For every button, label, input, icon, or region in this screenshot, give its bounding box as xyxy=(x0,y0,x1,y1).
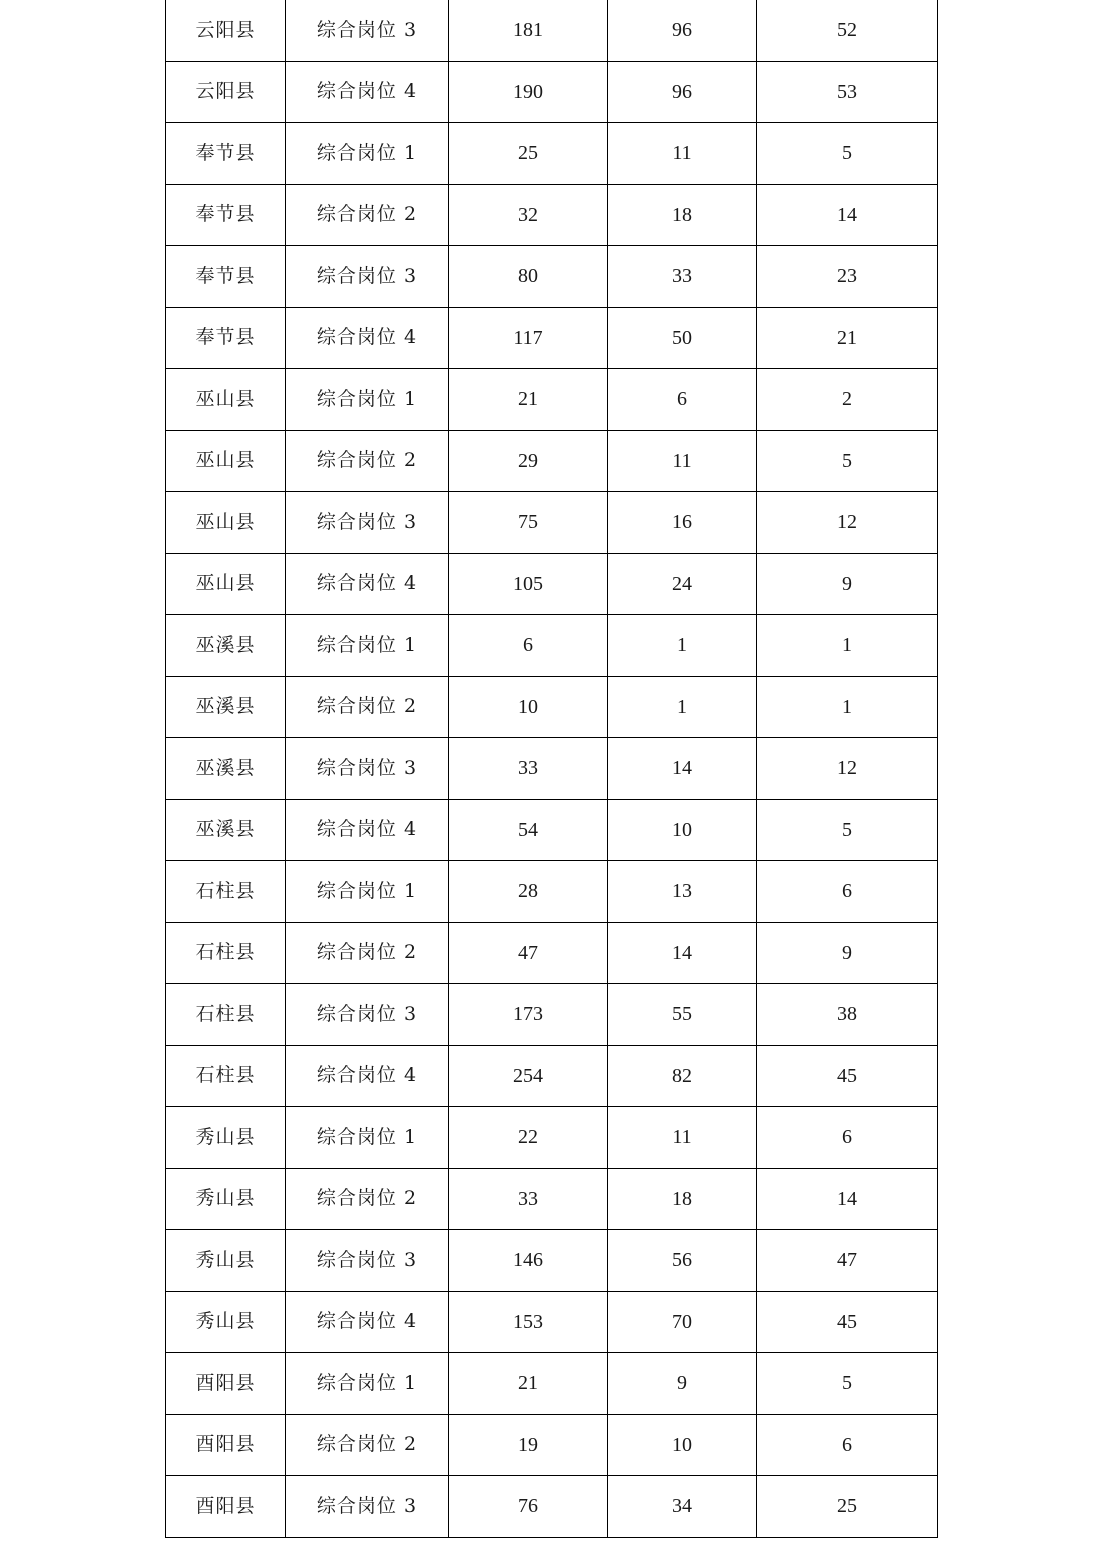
table-row xyxy=(166,61,938,123)
value-cell-4: 10 xyxy=(608,799,757,861)
value-cell-5: 9 xyxy=(757,553,938,615)
post-cell: 综合岗位 4 xyxy=(286,307,449,369)
post-cell: 综合岗位 4 xyxy=(286,61,449,123)
post-cell: 综合岗位 2 xyxy=(286,430,449,492)
table-row xyxy=(166,861,938,923)
county-cell: 巫溪县 xyxy=(166,799,286,861)
value-cell-3: 254 xyxy=(449,1045,608,1107)
value-cell-4: 10 xyxy=(608,1414,757,1476)
value-cell-5: 25 xyxy=(757,1476,938,1538)
county-cell: 奉节县 xyxy=(166,246,286,308)
value-cell-5: 14 xyxy=(757,184,938,246)
value-cell-3: 29 xyxy=(449,430,608,492)
county-cell: 酉阳县 xyxy=(166,1476,286,1538)
value-cell-3: 117 xyxy=(449,307,608,369)
data-table xyxy=(165,0,938,1538)
post-cell: 综合岗位 4 xyxy=(286,799,449,861)
post-cell: 综合岗位 4 xyxy=(286,1045,449,1107)
post-cell: 综合岗位 3 xyxy=(286,0,449,61)
table-row xyxy=(166,553,938,615)
county-cell: 石柱县 xyxy=(166,1045,286,1107)
table-row xyxy=(166,922,938,984)
county-cell: 奉节县 xyxy=(166,123,286,185)
value-cell-5: 12 xyxy=(757,492,938,554)
value-cell-3: 25 xyxy=(449,123,608,185)
value-cell-4: 11 xyxy=(608,123,757,185)
value-cell-3: 54 xyxy=(449,799,608,861)
post-cell: 综合岗位 1 xyxy=(286,123,449,185)
value-cell-3: 32 xyxy=(449,184,608,246)
county-cell: 巫山县 xyxy=(166,430,286,492)
table-row xyxy=(166,369,938,431)
county-cell: 巫溪县 xyxy=(166,738,286,800)
value-cell-3: 76 xyxy=(449,1476,608,1538)
value-cell-5: 5 xyxy=(757,799,938,861)
value-cell-3: 153 xyxy=(449,1291,608,1353)
county-cell: 巫山县 xyxy=(166,369,286,431)
table-row xyxy=(166,1353,938,1415)
value-cell-3: 21 xyxy=(449,1353,608,1415)
table-row xyxy=(166,1291,938,1353)
county-cell: 酉阳县 xyxy=(166,1414,286,1476)
value-cell-4: 18 xyxy=(608,184,757,246)
value-cell-5: 2 xyxy=(757,369,938,431)
table-body xyxy=(166,0,938,1537)
post-cell: 综合岗位 1 xyxy=(286,1107,449,1169)
table-row xyxy=(166,0,938,61)
value-cell-4: 96 xyxy=(608,0,757,61)
county-cell: 石柱县 xyxy=(166,984,286,1046)
table-row xyxy=(166,246,938,308)
county-cell: 秀山县 xyxy=(166,1291,286,1353)
value-cell-3: 28 xyxy=(449,861,608,923)
county-cell: 巫山县 xyxy=(166,492,286,554)
value-cell-5: 1 xyxy=(757,676,938,738)
value-cell-5: 6 xyxy=(757,1107,938,1169)
post-cell: 综合岗位 2 xyxy=(286,676,449,738)
value-cell-4: 11 xyxy=(608,1107,757,1169)
value-cell-4: 18 xyxy=(608,1168,757,1230)
value-cell-5: 9 xyxy=(757,922,938,984)
value-cell-5: 21 xyxy=(757,307,938,369)
value-cell-4: 50 xyxy=(608,307,757,369)
post-cell: 综合岗位 1 xyxy=(286,1353,449,1415)
table-row xyxy=(166,1476,938,1538)
value-cell-4: 13 xyxy=(608,861,757,923)
post-cell: 综合岗位 1 xyxy=(286,615,449,677)
value-cell-5: 45 xyxy=(757,1291,938,1353)
table-row xyxy=(166,1168,938,1230)
table-row xyxy=(166,430,938,492)
value-cell-4: 1 xyxy=(608,676,757,738)
table-row xyxy=(166,984,938,1046)
value-cell-4: 34 xyxy=(608,1476,757,1538)
post-cell: 综合岗位 3 xyxy=(286,984,449,1046)
county-cell: 秀山县 xyxy=(166,1230,286,1292)
value-cell-4: 14 xyxy=(608,738,757,800)
value-cell-3: 19 xyxy=(449,1414,608,1476)
value-cell-3: 190 xyxy=(449,61,608,123)
table-row xyxy=(166,184,938,246)
post-cell: 综合岗位 1 xyxy=(286,861,449,923)
value-cell-5: 23 xyxy=(757,246,938,308)
table-row xyxy=(166,1107,938,1169)
table-row xyxy=(166,1045,938,1107)
county-cell: 秀山县 xyxy=(166,1107,286,1169)
table-row xyxy=(166,492,938,554)
value-cell-4: 82 xyxy=(608,1045,757,1107)
value-cell-5: 38 xyxy=(757,984,938,1046)
value-cell-4: 1 xyxy=(608,615,757,677)
table-row xyxy=(166,676,938,738)
table-row xyxy=(166,1230,938,1292)
value-cell-5: 12 xyxy=(757,738,938,800)
value-cell-3: 22 xyxy=(449,1107,608,1169)
value-cell-3: 146 xyxy=(449,1230,608,1292)
value-cell-5: 5 xyxy=(757,1353,938,1415)
value-cell-4: 56 xyxy=(608,1230,757,1292)
value-cell-5: 47 xyxy=(757,1230,938,1292)
county-cell: 巫溪县 xyxy=(166,615,286,677)
value-cell-4: 14 xyxy=(608,922,757,984)
value-cell-5: 53 xyxy=(757,61,938,123)
post-cell: 综合岗位 3 xyxy=(286,246,449,308)
post-cell: 综合岗位 3 xyxy=(286,492,449,554)
value-cell-5: 1 xyxy=(757,615,938,677)
post-cell: 综合岗位 3 xyxy=(286,1230,449,1292)
post-cell: 综合岗位 3 xyxy=(286,1476,449,1538)
post-cell: 综合岗位 2 xyxy=(286,184,449,246)
value-cell-5: 52 xyxy=(757,0,938,61)
post-cell: 综合岗位 4 xyxy=(286,1291,449,1353)
value-cell-4: 33 xyxy=(608,246,757,308)
post-cell: 综合岗位 2 xyxy=(286,1168,449,1230)
value-cell-4: 6 xyxy=(608,369,757,431)
table-row xyxy=(166,307,938,369)
value-cell-4: 70 xyxy=(608,1291,757,1353)
table-row xyxy=(166,1414,938,1476)
value-cell-3: 173 xyxy=(449,984,608,1046)
post-cell: 综合岗位 2 xyxy=(286,922,449,984)
value-cell-5: 5 xyxy=(757,430,938,492)
value-cell-3: 6 xyxy=(449,615,608,677)
value-cell-3: 105 xyxy=(449,553,608,615)
county-cell: 奉节县 xyxy=(166,307,286,369)
value-cell-4: 24 xyxy=(608,553,757,615)
post-cell: 综合岗位 3 xyxy=(286,738,449,800)
value-cell-4: 55 xyxy=(608,984,757,1046)
value-cell-4: 11 xyxy=(608,430,757,492)
value-cell-5: 6 xyxy=(757,861,938,923)
value-cell-4: 96 xyxy=(608,61,757,123)
value-cell-3: 181 xyxy=(449,0,608,61)
table-row xyxy=(166,615,938,677)
county-cell: 秀山县 xyxy=(166,1168,286,1230)
value-cell-4: 9 xyxy=(608,1353,757,1415)
post-cell: 综合岗位 2 xyxy=(286,1414,449,1476)
value-cell-3: 75 xyxy=(449,492,608,554)
county-cell: 石柱县 xyxy=(166,861,286,923)
table-row xyxy=(166,738,938,800)
value-cell-5: 5 xyxy=(757,123,938,185)
county-cell: 巫溪县 xyxy=(166,676,286,738)
value-cell-4: 16 xyxy=(608,492,757,554)
county-cell: 石柱县 xyxy=(166,922,286,984)
value-cell-3: 33 xyxy=(449,1168,608,1230)
post-cell: 综合岗位 4 xyxy=(286,553,449,615)
county-cell: 巫山县 xyxy=(166,553,286,615)
value-cell-5: 14 xyxy=(757,1168,938,1230)
value-cell-3: 10 xyxy=(449,676,608,738)
value-cell-3: 33 xyxy=(449,738,608,800)
value-cell-3: 80 xyxy=(449,246,608,308)
county-cell: 云阳县 xyxy=(166,61,286,123)
value-cell-5: 6 xyxy=(757,1414,938,1476)
value-cell-3: 21 xyxy=(449,369,608,431)
county-cell: 奉节县 xyxy=(166,184,286,246)
value-cell-3: 47 xyxy=(449,922,608,984)
county-cell: 酉阳县 xyxy=(166,1353,286,1415)
table-row xyxy=(166,799,938,861)
county-cell: 云阳县 xyxy=(166,0,286,61)
table-row xyxy=(166,123,938,185)
post-cell: 综合岗位 1 xyxy=(286,369,449,431)
value-cell-5: 45 xyxy=(757,1045,938,1107)
